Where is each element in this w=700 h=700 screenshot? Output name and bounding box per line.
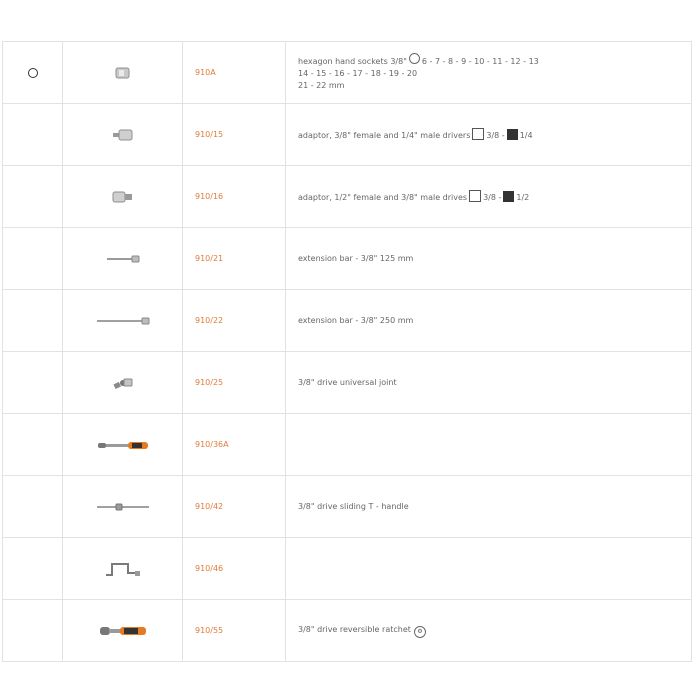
image-cell bbox=[63, 414, 183, 476]
reversible-ratchet-icon bbox=[98, 624, 148, 638]
symbol-cell bbox=[3, 290, 63, 352]
table-row bbox=[3, 600, 692, 662]
image-cell bbox=[63, 600, 183, 662]
table-row bbox=[3, 414, 692, 476]
part-code: 910/36A bbox=[183, 414, 286, 476]
table-row bbox=[3, 166, 692, 228]
part-description bbox=[286, 600, 692, 662]
symbol-cell bbox=[3, 538, 63, 600]
table-row bbox=[3, 352, 692, 414]
image-cell bbox=[63, 352, 183, 414]
speed-brace-icon bbox=[104, 561, 142, 577]
image-cell bbox=[63, 104, 183, 166]
part-code: 910/21 bbox=[183, 228, 286, 290]
part-code: 910/25 bbox=[183, 352, 286, 414]
table-row bbox=[3, 42, 692, 104]
part-description: 3/8" drive sliding T - handle bbox=[286, 476, 692, 538]
part-description bbox=[286, 104, 692, 166]
symbol-cell bbox=[3, 104, 63, 166]
desc-text: 3/8 - bbox=[486, 130, 505, 140]
desc-text: adaptor, 1/2" female and 3/8" male drives bbox=[298, 192, 468, 202]
table-row bbox=[3, 228, 692, 290]
symbol-cell bbox=[3, 228, 63, 290]
universal-joint-icon bbox=[112, 376, 134, 390]
part-code: 910/15 bbox=[183, 104, 286, 166]
image-cell bbox=[63, 476, 183, 538]
symbol-cell bbox=[3, 42, 63, 104]
symbol-cell bbox=[3, 352, 63, 414]
table-row bbox=[3, 538, 692, 600]
part-code: 910/16 bbox=[183, 166, 286, 228]
image-cell bbox=[63, 228, 183, 290]
desc-text: 1/4 bbox=[519, 130, 533, 140]
extension-bar-short-icon bbox=[106, 255, 140, 263]
part-description bbox=[286, 166, 692, 228]
desc-text: 14 - 15 - 16 - 17 - 18 - 19 - 20 bbox=[298, 69, 418, 78]
extension-bar-long-icon bbox=[96, 317, 150, 325]
square-drive-filled-icon bbox=[507, 129, 518, 140]
part-description bbox=[286, 414, 692, 476]
image-cell bbox=[63, 166, 183, 228]
desc-text: 3/8" drive reversible ratchet bbox=[298, 624, 411, 634]
part-description: 3/8" drive universal joint bbox=[286, 352, 692, 414]
part-code: 910/46 bbox=[183, 538, 286, 600]
part-description: extension bar - 3/8" 125 mm bbox=[286, 228, 692, 290]
ring-icon bbox=[409, 53, 420, 64]
part-description bbox=[286, 538, 692, 600]
square-drive-filled-icon bbox=[503, 191, 514, 202]
sliding-t-handle-icon bbox=[96, 503, 150, 511]
square-drive-icon bbox=[472, 128, 484, 140]
desc-text: 3/8 - bbox=[483, 192, 502, 202]
table-row bbox=[3, 104, 692, 166]
part-code: 910/22 bbox=[183, 290, 286, 352]
reversible-gear-icon: ⚙ bbox=[414, 626, 426, 638]
image-cell bbox=[63, 538, 183, 600]
symbol-cell bbox=[3, 166, 63, 228]
ring-icon bbox=[28, 68, 38, 78]
image-cell bbox=[63, 290, 183, 352]
adaptor-icon bbox=[112, 191, 134, 203]
ratchet-handle-icon bbox=[96, 439, 150, 451]
part-code: 910/55 bbox=[183, 600, 286, 662]
desc-text: 6 - 7 - 8 - 9 - 10 - 11 - 12 - 13 bbox=[421, 57, 539, 66]
part-description: extension bar - 3/8" 250 mm bbox=[286, 290, 692, 352]
tool-parts-table bbox=[2, 41, 692, 662]
desc-text: hexagon hand sockets 3/8" bbox=[298, 57, 407, 66]
part-description bbox=[286, 42, 692, 104]
symbol-cell bbox=[3, 600, 63, 662]
socket-icon bbox=[113, 66, 133, 80]
desc-text: adaptor, 3/8" female and 1/4" male drivers bbox=[298, 130, 471, 140]
table-row bbox=[3, 290, 692, 352]
table-row bbox=[3, 476, 692, 538]
part-code: 910A bbox=[183, 42, 286, 104]
symbol-cell bbox=[3, 414, 63, 476]
image-cell bbox=[63, 42, 183, 104]
desc-text: 21 - 22 mm bbox=[298, 81, 345, 90]
part-code: 910/42 bbox=[183, 476, 286, 538]
symbol-cell bbox=[3, 476, 63, 538]
adaptor-icon bbox=[112, 129, 134, 141]
square-drive-icon bbox=[469, 190, 481, 202]
desc-text: 1/2 bbox=[516, 192, 530, 202]
